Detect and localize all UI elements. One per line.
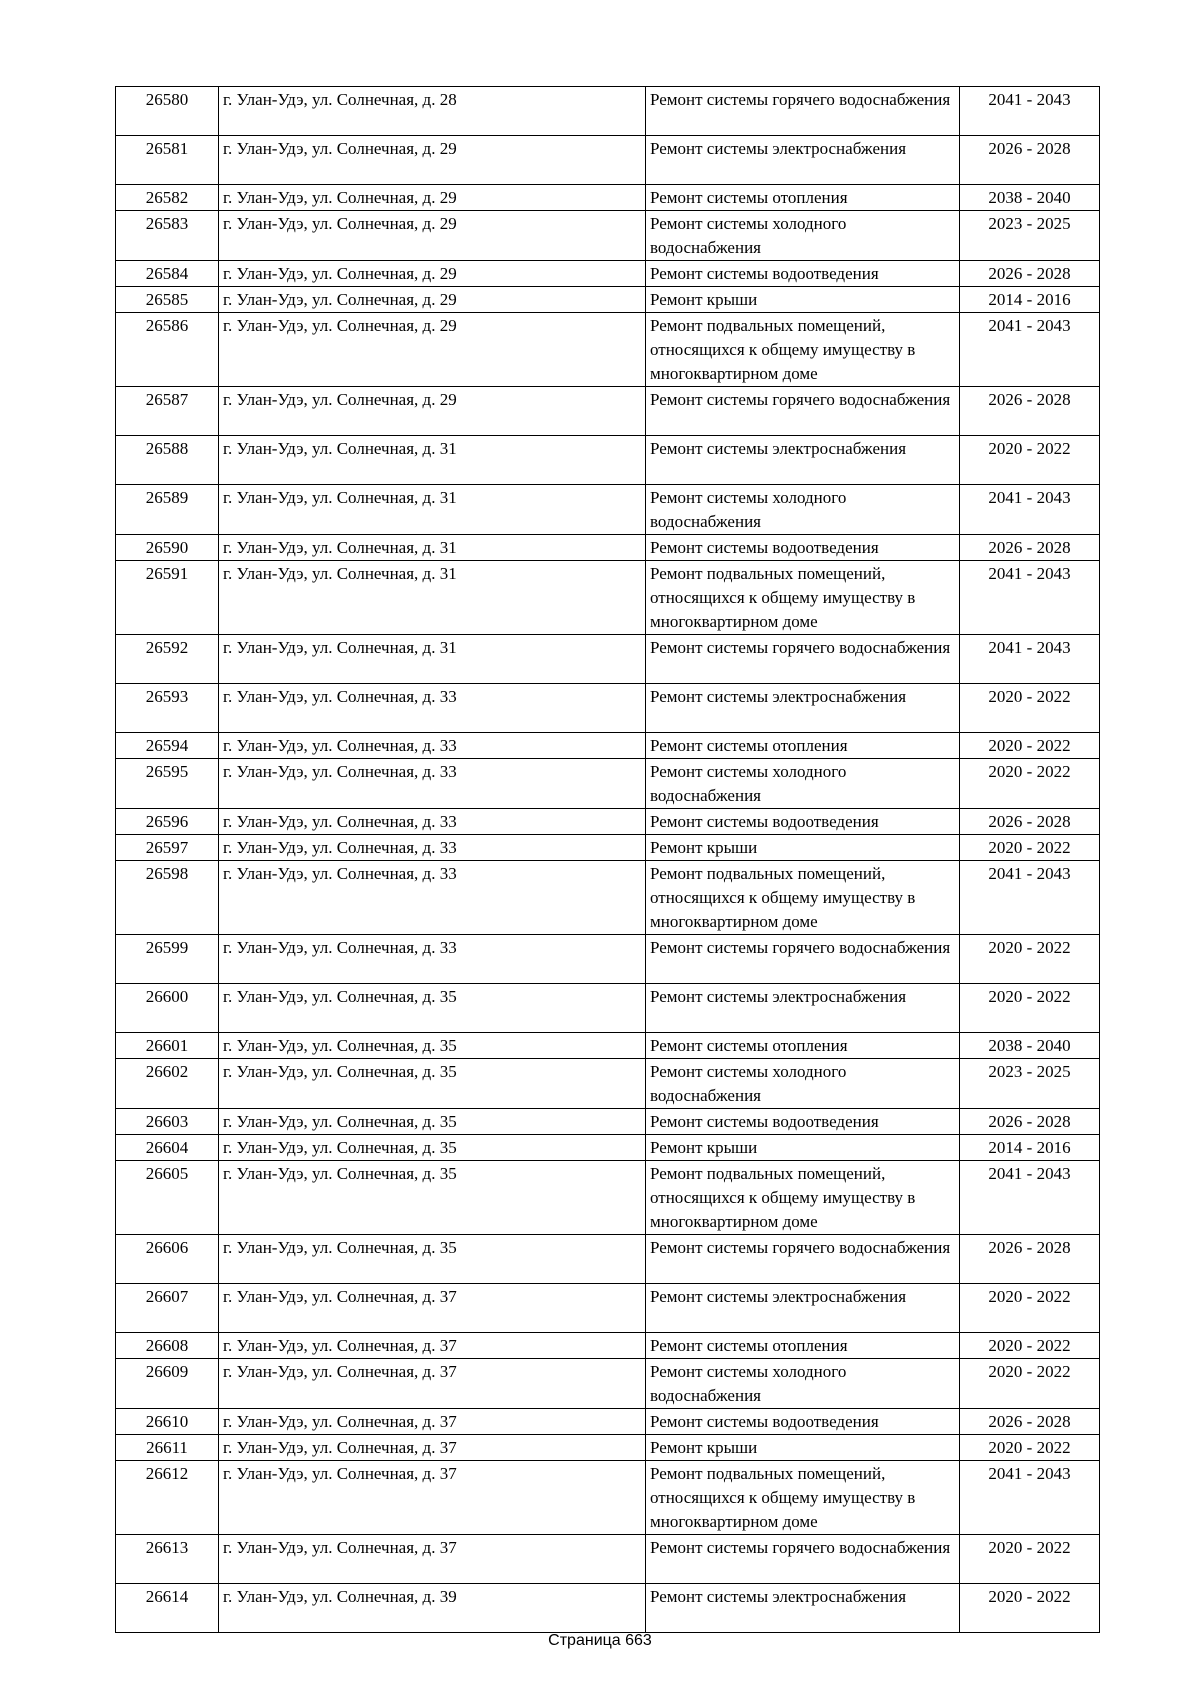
table-row	[116, 1135, 1100, 1161]
row-number: 26588	[116, 436, 219, 485]
row-address: г. Улан-Удэ, ул. Солнечная, д. 31	[219, 635, 646, 684]
row-address: г. Улан-Удэ, ул. Солнечная, д. 29	[219, 313, 646, 387]
row-address: г. Улан-Удэ, ул. Солнечная, д. 35	[219, 1161, 646, 1235]
row-address: г. Улан-Удэ, ул. Солнечная, д. 35	[219, 1109, 646, 1135]
row-number: 26595	[116, 759, 219, 809]
row-period: 2041 - 2043	[960, 485, 1100, 535]
row-period: 2020 - 2022	[960, 935, 1100, 984]
row-number: 26581	[116, 136, 219, 185]
row-number: 26598	[116, 861, 219, 935]
table-row	[116, 313, 1100, 387]
row-number: 26580	[116, 87, 219, 136]
table-row	[116, 1584, 1100, 1633]
row-work-type: Ремонт системы холодного водоснабжения	[646, 1059, 960, 1109]
row-period: 2026 - 2028	[960, 809, 1100, 835]
row-address: г. Улан-Удэ, ул. Солнечная, д. 37	[219, 1284, 646, 1333]
row-number: 26582	[116, 185, 219, 211]
row-number: 26592	[116, 635, 219, 684]
row-address: г. Улан-Удэ, ул. Солнечная, д. 37	[219, 1435, 646, 1461]
table-row	[116, 1284, 1100, 1333]
table-row	[116, 485, 1100, 535]
table-row	[116, 1435, 1100, 1461]
row-number: 26607	[116, 1284, 219, 1333]
row-address: г. Улан-Удэ, ул. Солнечная, д. 35	[219, 1135, 646, 1161]
row-period: 2041 - 2043	[960, 861, 1100, 935]
row-period: 2020 - 2022	[960, 1584, 1100, 1633]
row-work-type: Ремонт подвальных помещений, относящихся к общему имуществу в многоквартирном доме	[646, 861, 960, 935]
row-address: г. Улан-Удэ, ул. Солнечная, д. 33	[219, 684, 646, 733]
row-address: г. Улан-Удэ, ул. Солнечная, д. 37	[219, 1359, 646, 1409]
row-period: 2026 - 2028	[960, 261, 1100, 287]
row-address: г. Улан-Удэ, ул. Солнечная, д. 37	[219, 1333, 646, 1359]
row-work-type: Ремонт системы горячего водоснабжения	[646, 635, 960, 684]
row-number: 26593	[116, 684, 219, 733]
table-row	[116, 287, 1100, 313]
row-period: 2026 - 2028	[960, 387, 1100, 436]
table-row	[116, 809, 1100, 835]
row-work-type: Ремонт системы отопления	[646, 185, 960, 211]
row-number: 26613	[116, 1535, 219, 1584]
table-row	[116, 1235, 1100, 1284]
row-address: г. Улан-Удэ, ул. Солнечная, д. 33	[219, 935, 646, 984]
row-work-type: Ремонт системы водоотведения	[646, 535, 960, 561]
row-work-type: Ремонт крыши	[646, 1435, 960, 1461]
row-work-type: Ремонт системы отопления	[646, 733, 960, 759]
row-address: г. Улан-Удэ, ул. Солнечная, д. 35	[219, 1033, 646, 1059]
row-number: 26603	[116, 1109, 219, 1135]
row-address: г. Улан-Удэ, ул. Солнечная, д. 31	[219, 535, 646, 561]
row-period: 2020 - 2022	[960, 984, 1100, 1033]
table-row	[116, 261, 1100, 287]
row-period: 2020 - 2022	[960, 733, 1100, 759]
row-period: 2041 - 2043	[960, 561, 1100, 635]
row-work-type: Ремонт системы водоотведения	[646, 809, 960, 835]
table-row	[116, 1333, 1100, 1359]
row-work-type: Ремонт системы электроснабжения	[646, 1284, 960, 1333]
row-work-type: Ремонт системы электроснабжения	[646, 436, 960, 485]
table-row	[116, 87, 1100, 136]
row-work-type: Ремонт системы горячего водоснабжения	[646, 1535, 960, 1584]
row-period: 2014 - 2016	[960, 1135, 1100, 1161]
row-number: 26594	[116, 733, 219, 759]
table-body	[116, 87, 1100, 1633]
table-row	[116, 759, 1100, 809]
row-period: 2020 - 2022	[960, 1284, 1100, 1333]
row-address: г. Улан-Удэ, ул. Солнечная, д. 33	[219, 809, 646, 835]
row-number: 26589	[116, 485, 219, 535]
row-number: 26606	[116, 1235, 219, 1284]
row-address: г. Улан-Удэ, ул. Солнечная, д. 39	[219, 1584, 646, 1633]
table-row	[116, 733, 1100, 759]
table-row	[116, 387, 1100, 436]
row-address: г. Улан-Удэ, ул. Солнечная, д. 29	[219, 136, 646, 185]
row-work-type: Ремонт системы водоотведения	[646, 1409, 960, 1435]
row-number: 26597	[116, 835, 219, 861]
row-period: 2041 - 2043	[960, 87, 1100, 136]
row-work-type: Ремонт системы холодного водоснабжения	[646, 759, 960, 809]
row-address: г. Улан-Удэ, ул. Солнечная, д. 31	[219, 436, 646, 485]
row-period: 2020 - 2022	[960, 1359, 1100, 1409]
row-address: г. Улан-Удэ, ул. Солнечная, д. 28	[219, 87, 646, 136]
row-work-type: Ремонт системы горячего водоснабжения	[646, 935, 960, 984]
row-number: 26583	[116, 211, 219, 261]
row-period: 2038 - 2040	[960, 1033, 1100, 1059]
row-period: 2041 - 2043	[960, 313, 1100, 387]
row-period: 2026 - 2028	[960, 1235, 1100, 1284]
table-row	[116, 1161, 1100, 1235]
row-number: 26604	[116, 1135, 219, 1161]
table-row	[116, 984, 1100, 1033]
row-work-type: Ремонт системы горячего водоснабжения	[646, 87, 960, 136]
row-number: 26599	[116, 935, 219, 984]
row-address: г. Улан-Удэ, ул. Солнечная, д. 35	[219, 1235, 646, 1284]
row-work-type: Ремонт подвальных помещений, относящихся к общему имуществу в многоквартирном доме	[646, 313, 960, 387]
table-row	[116, 561, 1100, 635]
row-number: 26585	[116, 287, 219, 313]
row-work-type: Ремонт системы водоотведения	[646, 261, 960, 287]
row-work-type: Ремонт системы электроснабжения	[646, 684, 960, 733]
table-row	[116, 1109, 1100, 1135]
row-period: 2041 - 2043	[960, 1461, 1100, 1535]
row-number: 26601	[116, 1033, 219, 1059]
row-period: 2020 - 2022	[960, 1435, 1100, 1461]
row-period: 2026 - 2028	[960, 535, 1100, 561]
row-number: 26602	[116, 1059, 219, 1109]
row-period: 2023 - 2025	[960, 211, 1100, 261]
row-number: 26600	[116, 984, 219, 1033]
row-number: 26605	[116, 1161, 219, 1235]
row-number: 26584	[116, 261, 219, 287]
row-address: г. Улан-Удэ, ул. Солнечная, д. 35	[219, 1059, 646, 1109]
row-period: 2041 - 2043	[960, 1161, 1100, 1235]
row-work-type: Ремонт системы электроснабжения	[646, 1584, 960, 1633]
row-work-type: Ремонт системы холодного водоснабжения	[646, 485, 960, 535]
row-work-type: Ремонт крыши	[646, 835, 960, 861]
row-work-type: Ремонт крыши	[646, 287, 960, 313]
row-number: 26586	[116, 313, 219, 387]
row-work-type: Ремонт системы электроснабжения	[646, 136, 960, 185]
row-period: 2020 - 2022	[960, 1333, 1100, 1359]
table-row	[116, 684, 1100, 733]
table-row	[116, 211, 1100, 261]
row-address: г. Улан-Удэ, ул. Солнечная, д. 35	[219, 984, 646, 1033]
row-address: г. Улан-Удэ, ул. Солнечная, д. 31	[219, 485, 646, 535]
row-address: г. Улан-Удэ, ул. Солнечная, д. 37	[219, 1461, 646, 1535]
page-number: Страница 663	[548, 1632, 652, 1649]
row-work-type: Ремонт подвальных помещений, относящихся к общему имуществу в многоквартирном доме	[646, 561, 960, 635]
row-period: 2026 - 2028	[960, 1409, 1100, 1435]
row-address: г. Улан-Удэ, ул. Солнечная, д. 37	[219, 1535, 646, 1584]
table-row	[116, 1059, 1100, 1109]
row-work-type: Ремонт системы горячего водоснабжения	[646, 387, 960, 436]
table-row	[116, 136, 1100, 185]
row-period: 2041 - 2043	[960, 635, 1100, 684]
row-number: 26610	[116, 1409, 219, 1435]
row-address: г. Улан-Удэ, ул. Солнечная, д. 31	[219, 561, 646, 635]
row-work-type: Ремонт системы отопления	[646, 1033, 960, 1059]
row-address: г. Улан-Удэ, ул. Солнечная, д. 29	[219, 261, 646, 287]
row-work-type: Ремонт системы отопления	[646, 1333, 960, 1359]
row-period: 2020 - 2022	[960, 684, 1100, 733]
row-period: 2020 - 2022	[960, 436, 1100, 485]
table-row	[116, 1461, 1100, 1535]
row-number: 26612	[116, 1461, 219, 1535]
row-number: 26611	[116, 1435, 219, 1461]
table-row	[116, 935, 1100, 984]
table-row	[116, 861, 1100, 935]
row-period: 2020 - 2022	[960, 1535, 1100, 1584]
row-period: 2020 - 2022	[960, 835, 1100, 861]
row-work-type: Ремонт подвальных помещений, относящихся к общему имуществу в многоквартирном доме	[646, 1161, 960, 1235]
row-number: 26614	[116, 1584, 219, 1633]
table-row	[116, 1359, 1100, 1409]
table-row	[116, 535, 1100, 561]
row-address: г. Улан-Удэ, ул. Солнечная, д. 33	[219, 733, 646, 759]
row-number: 26587	[116, 387, 219, 436]
row-period: 2026 - 2028	[960, 1109, 1100, 1135]
table-row	[116, 835, 1100, 861]
row-period: 2038 - 2040	[960, 185, 1100, 211]
row-work-type: Ремонт системы холодного водоснабжения	[646, 1359, 960, 1409]
row-number: 26608	[116, 1333, 219, 1359]
row-work-type: Ремонт крыши	[646, 1135, 960, 1161]
row-number: 26609	[116, 1359, 219, 1409]
row-address: г. Улан-Удэ, ул. Солнечная, д. 37	[219, 1409, 646, 1435]
row-address: г. Улан-Удэ, ул. Солнечная, д. 33	[219, 861, 646, 935]
row-period: 2023 - 2025	[960, 1059, 1100, 1109]
repair-schedule-table	[115, 86, 1100, 1633]
row-period: 2020 - 2022	[960, 759, 1100, 809]
table-row	[116, 185, 1100, 211]
row-number: 26596	[116, 809, 219, 835]
row-work-type: Ремонт системы холодного водоснабжения	[646, 211, 960, 261]
row-period: 2014 - 2016	[960, 287, 1100, 313]
row-work-type: Ремонт подвальных помещений, относящихся к общему имуществу в многоквартирном доме	[646, 1461, 960, 1535]
row-address: г. Улан-Удэ, ул. Солнечная, д. 29	[219, 211, 646, 261]
table-row	[116, 1409, 1100, 1435]
row-address: г. Улан-Удэ, ул. Солнечная, д. 29	[219, 287, 646, 313]
row-number: 26590	[116, 535, 219, 561]
row-number: 26591	[116, 561, 219, 635]
row-work-type: Ремонт системы водоотведения	[646, 1109, 960, 1135]
table-row	[116, 436, 1100, 485]
row-address: г. Улан-Удэ, ул. Солнечная, д. 29	[219, 387, 646, 436]
row-address: г. Улан-Удэ, ул. Солнечная, д. 29	[219, 185, 646, 211]
row-address: г. Улан-Удэ, ул. Солнечная, д. 33	[219, 759, 646, 809]
row-work-type: Ремонт системы горячего водоснабжения	[646, 1235, 960, 1284]
row-address: г. Улан-Удэ, ул. Солнечная, д. 33	[219, 835, 646, 861]
table-row	[116, 635, 1100, 684]
table-row	[116, 1535, 1100, 1584]
table-row	[116, 1033, 1100, 1059]
row-period: 2026 - 2028	[960, 136, 1100, 185]
row-work-type: Ремонт системы электроснабжения	[646, 984, 960, 1033]
